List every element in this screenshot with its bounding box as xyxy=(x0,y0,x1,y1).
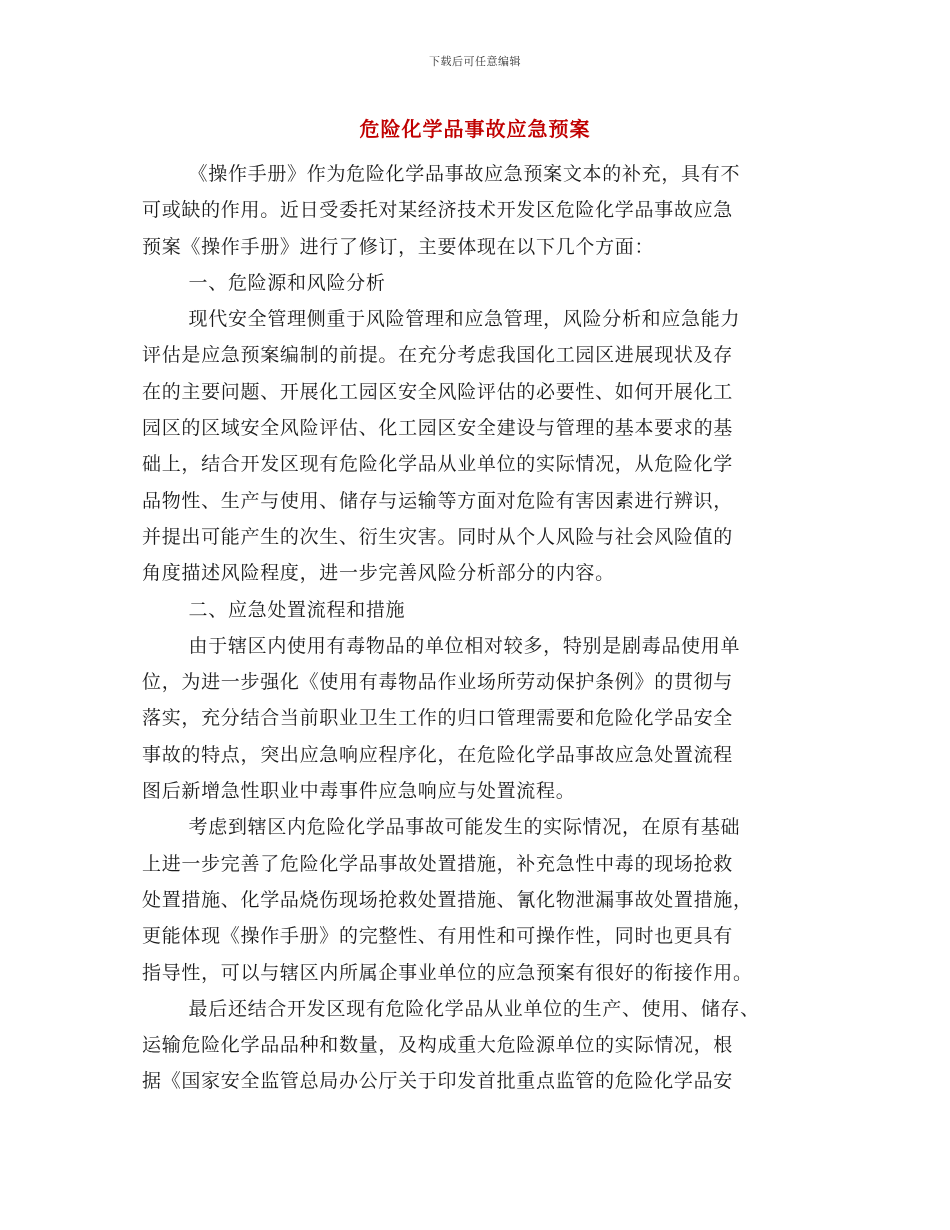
text-line: 处置措施、化学品烧伤现场抢救处置措施、氰化物泄漏事故处置措施， xyxy=(142,888,753,911)
text-line: 角度描述风险程度，进一步完善风险分析部分的内容。 xyxy=(142,562,615,585)
text-line: 最后还结合开发区现有危险化学品从业单位的生产、使用、储存、 xyxy=(188,997,760,1020)
body-paragraph xyxy=(142,156,810,265)
document-body xyxy=(142,156,810,1100)
text-line: 园区的区域安全风险评估、化工园区安全建设与管理的基本要求的基 xyxy=(142,417,734,440)
body-paragraph xyxy=(142,991,810,1100)
text-line: 现代安全管理侧重于风险管理和应急管理，风险分析和应急能力 xyxy=(188,308,741,331)
document-title: 危险化学品事故应急预案 xyxy=(359,117,591,141)
text-line: 评估是应急预案编制的前提。在充分考虑我国化工园区进展现状及存 xyxy=(142,344,734,367)
text-line: 图后新增急性职业中毒事件应急响应与处置流程。 xyxy=(142,780,576,803)
text-line: 据《国家安全监管总局办公厅关于印发首批重点监管的危险化学品安 xyxy=(142,1070,734,1093)
section-heading xyxy=(142,592,810,628)
text-line: 事故的特点，突出应急响应程序化，在危险化学品事故应急处置流程 xyxy=(142,743,734,766)
text-line: 指导性，可以与辖区内所属企事业单位的应急预案有很好的衔接作用。 xyxy=(142,961,753,984)
body-paragraph xyxy=(142,628,810,809)
header-note: 下载后可任意编辑 xyxy=(429,55,521,68)
text-line: 更能体现《操作手册》的完整性、有用性和可操作性，同时也更具有 xyxy=(142,925,734,948)
text-line: 一、危险源和风险分析 xyxy=(188,271,386,294)
text-line: 《操作手册》作为危险化学品事故应急预案文本的补充，具有不 xyxy=(188,163,741,185)
text-line: 二、应急处置流程和措施 xyxy=(188,598,406,621)
body-paragraph xyxy=(142,809,810,990)
text-line: 可或缺的作用。近日受委托对某经济技术开发区危险化学品事故应急 xyxy=(142,199,734,222)
text-line: 并提出可能产生的次生、衍生灾害。同时从个人风险与社会风险值的 xyxy=(142,525,734,548)
text-line: 预案《操作手册》进行了修订，主要体现在以下几个方面： xyxy=(142,235,655,258)
text-line: 由于辖区内使用有毒物品的单位相对较多，特别是剧毒品使用单 xyxy=(188,634,741,657)
body-paragraph xyxy=(142,301,810,591)
text-line: 运输危险化学品品种和数量，及构成重大危险源单位的实际情况，根 xyxy=(142,1034,734,1057)
text-line: 位，为进一步强化《使用有毒物品作业场所劳动保护条例》的贯彻与 xyxy=(142,671,734,694)
text-line: 在的主要问题、开展化工园区安全风险评估的必要性、如何开展化工 xyxy=(142,380,734,403)
text-line: 础上，结合开发区现有危险化学品从业单位的实际情况，从危险化学 xyxy=(142,453,734,476)
text-line: 品物性、生产与使用、储存与运输等方面对危险有害因素进行辨识， xyxy=(142,489,734,512)
section-heading xyxy=(142,265,810,301)
text-line: 落实，充分结合当前职业卫生工作的归口管理需要和危险化学品安全 xyxy=(142,707,734,730)
text-line: 考虑到辖区内危险化学品事故可能发生的实际情况，在原有基础 xyxy=(188,816,741,839)
text-line: 上进一步完善了危险化学品事故处置措施，补充急性中毒的现场抢救 xyxy=(142,852,734,875)
